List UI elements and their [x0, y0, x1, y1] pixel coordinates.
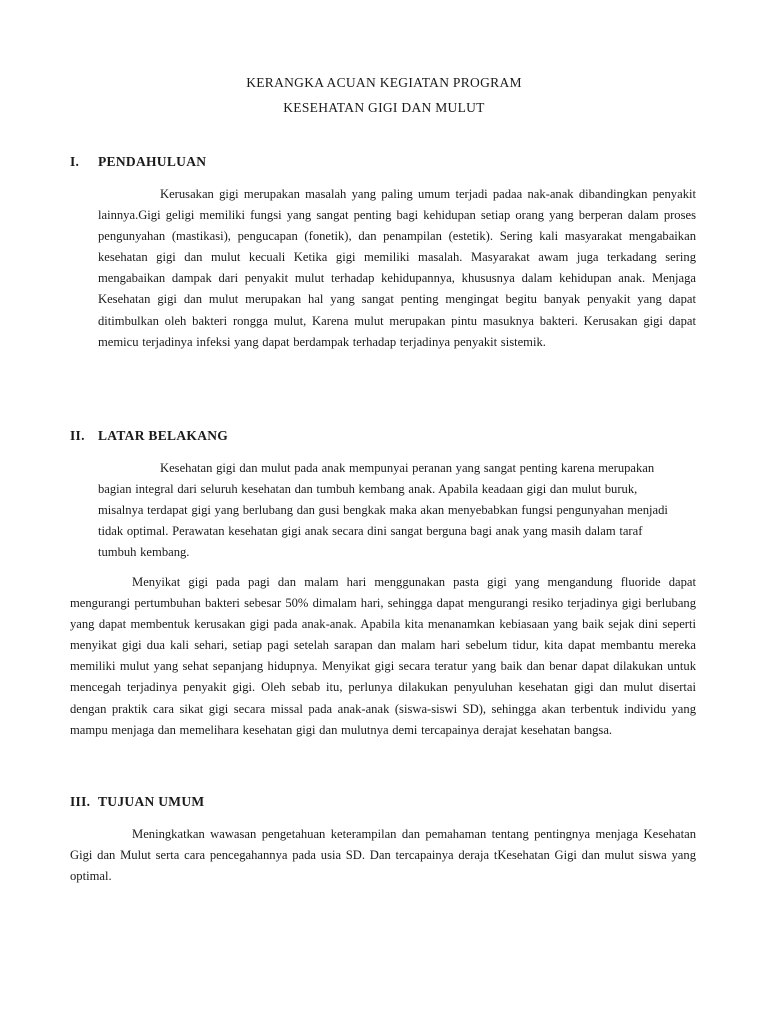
section-number: III. [70, 794, 91, 809]
section-number: I. [70, 154, 80, 169]
document-title [0, 70, 768, 120]
section-title: PENDAHULUAN [98, 154, 207, 169]
title-line-1: KERANGKA ACUAN KEGIATAN PROGRAM [246, 75, 522, 90]
section-heading-tujuan-umum [70, 794, 204, 810]
section-heading-latar-belakang [70, 428, 228, 444]
title-line-2: KESEHATAN GIGI DAN MULUT [283, 100, 485, 115]
section-title: TUJUAN UMUM [98, 794, 205, 809]
paragraph-pendahuluan-1: Kerusakan gigi merupakan masalah yang paling umum terjadi padaa nak-anak dibandingkan penyakit lainnya.Gigi geligi memiliki fungsi yang sangat penting bagi kehidupan setiap orang yang berperan dalam proses pengunyahan (mastikasi), pengucapan (fonetik), dan penampilan (estetik). Sering kali masyarakat mengabaikan kesehatan gigi dan mulut kecuali Ketika gigi memiliki masalah. Masyarakat awam juga terkadang sering mengabaikan dampak dari penyakit mulut terhadap kehidupannya, khususnya dalam kehidupan anak. Menjaga Kesehatan gigi dan mulut merupakan hal yang sangat penting mengingat begitu banyak penyakit yang dapat ditimbulkan oleh bakteri rongga mulut, Karena mulut merupakan pintu masuknya bakteri. Kerusakan gigi dapat memicu terjadinya infeksi yang dapat berdampak terhadap terjadinya penyakit sistemik. [98, 187, 696, 349]
section-heading-pendahuluan [70, 154, 206, 170]
paragraph-latar-belakang-1: Kesehatan gigi dan mulut pada anak mempunyai peranan yang sangat penting karena merupakan bagian integral dari seluruh kesehatan dan tumbuh kembang anak. Apabila keadaan gigi dan mulut buruk, misalnya terdapat gigi yang berlubang dan gusi bengkak maka akan menyebabkan fungsi pengunyahan menjadi tidak optimal. Perawatan kesehatan gigi anak secara dini sangat berguna bagi anak yang masih dalam taraf tumbuh kembang. [98, 461, 668, 560]
paragraph-tujuan-umum-1: Meningkatkan wawasan pengetahuan keterampilan dan pemahaman tentang pentingnya menjaga Kesehatan Gigi dan Mulut serta cara pencegahannya pada usia SD. Dan tercapainya deraja tKesehatan Gigi dan mulut siswa yang optimal. [70, 827, 696, 884]
section-number: II. [70, 428, 85, 443]
paragraph-latar-belakang-2: Menyikat gigi pada pagi dan malam hari menggunakan pasta gigi yang mengandung fluoride dapat mengurangi pertumbuhan bakteri sebesar 50% dimalam hari, sehingga dapat mengurangi resiko terjadinya gigi berlubang yang dapat membentuk kerusakan gigi pada anak-anak. Apabila kita menanamkan kebiasaan yang baik sejak dini seperti menyikat gigi dua kali sehari, setiap pagi setelah sarapan dan malam hari sebelum tidur, kita dapat membantu mereka memiliki mulut yang sehat sepanjang hidupnya. Menyikat gigi secara teratur yang baik dan benar dapat dilakukan untuk mencegah terjadinya penyakit gigi. Oleh sebab itu, perlunya dilakukan penyuluhan kesehatan gigi dan mulut disertai dengan praktik cara sikat gigi secara missal pada anak-anak (siswa-siswi SD), sehingga akan terbentuk individu yang mampu menjaga dan memelihara kesehatan gigi dan mulutnya demi tercapainya derajat kesehatan bangsa. [70, 575, 696, 737]
section-title: LATAR BELAKANG [98, 428, 229, 443]
